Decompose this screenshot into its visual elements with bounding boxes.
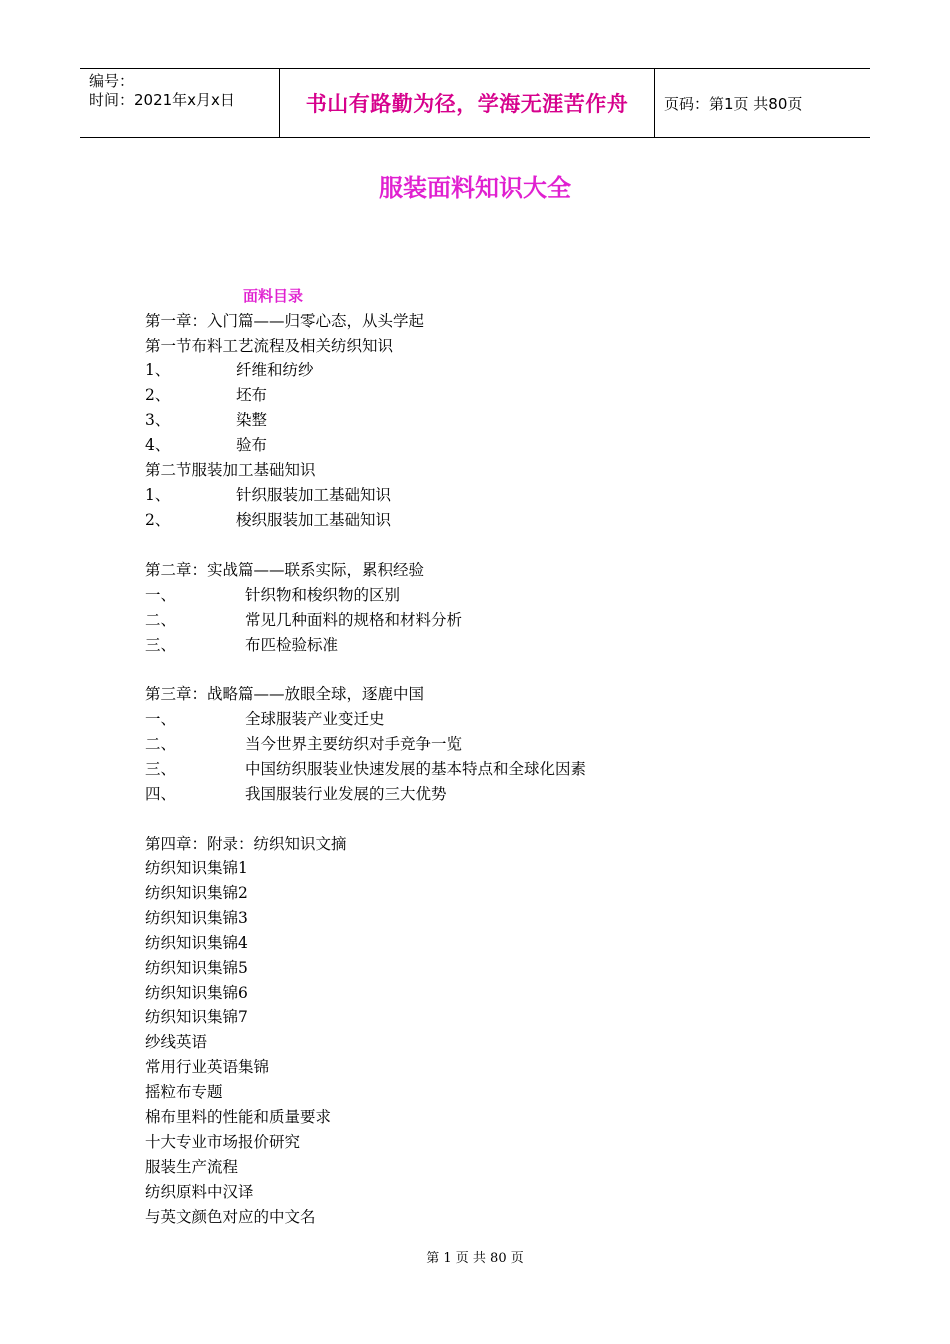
toc-section-2: 第二节服装加工基础知识 [145,461,316,479]
header-meta [80,69,280,137]
toc-item-text: 针织物和梭织物的区别 [245,586,401,604]
toc-item [145,410,267,430]
toc-item-number: 2、 [145,386,171,404]
toc-item [145,385,267,405]
toc-item [145,709,385,729]
toc-item-text: 常见几种面料的规格和材料分析 [245,611,463,629]
toc-appendix-item: 摇粒布专题 [145,1083,223,1101]
toc-item-text: 染整 [236,411,268,429]
toc-item [145,759,586,779]
toc-item-number: 二、 [145,611,177,629]
toc-item [145,635,338,655]
toc-appendix-item: 纺织知识集锦5 [145,959,248,977]
toc-item-text: 纤维和纺纱 [236,361,314,379]
toc-appendix-item: 纺织知识集锦2 [145,884,248,902]
toc-appendix-item: 纺织知识集锦1 [145,859,248,877]
toc-item [145,485,391,505]
toc-appendix-item: 与英文颜色对应的中文名 [145,1208,316,1226]
toc-item [145,510,391,530]
header-motto: 书山有路勤为径，学海无涯苦作舟 [280,69,655,137]
toc-item [145,360,314,380]
toc-chapter-2: 第二章：实战篇——联系实际，累积经验 [145,561,425,579]
page-footer: 第 1 页 共 80 页 [426,1251,524,1266]
toc-appendix-item: 棉布里料的性能和质量要求 [145,1108,332,1126]
page-header [80,68,870,138]
toc-item-number: 2、 [145,511,171,529]
toc-item [145,610,462,630]
toc-item-text: 坯布 [236,386,268,404]
header-page-info: 页码：第1页 共80页 [664,94,803,113]
toc-item-number: 1、 [145,361,171,379]
toc-section-1: 第一节布料工艺流程及相关纺织知识 [145,337,394,355]
toc-item-number: 一、 [145,586,177,604]
code-label: 编号： [89,72,135,90]
toc-appendix-item: 纺织知识集锦3 [145,909,248,927]
toc-item [145,435,267,455]
toc-appendix-item: 纺织知识集锦7 [145,1008,248,1026]
document-title: 服装面料知识大全 [379,174,571,202]
toc-item-text: 布匹检验标准 [245,636,339,654]
toc-item-text: 针织服装加工基础知识 [236,486,392,504]
toc-appendix-item: 十大专业市场报价研究 [145,1133,301,1151]
toc-appendix-item: 服装生产流程 [145,1158,239,1176]
toc-chapter-3: 第三章：战略篇——放眼全球，逐鹿中国 [145,685,425,703]
toc-appendix-item: 纺织原料中汉译 [145,1183,254,1201]
toc-item-number: 1、 [145,486,171,504]
toc-appendix-item: 纺织知识集锦6 [145,984,248,1002]
toc-item [145,784,447,804]
toc-item-text: 我国服装行业发展的三大优势 [245,785,447,803]
toc-item-text: 当今世界主要纺织对手竞争一览 [245,735,463,753]
toc-item-number: 3、 [145,411,171,429]
toc-item [145,585,400,605]
toc-appendix-item: 常用行业英语集锦 [145,1058,270,1076]
toc-item-text: 梭织服装加工基础知识 [236,511,392,529]
toc-item [145,734,462,754]
toc-item-number: 4、 [145,436,171,454]
toc-item-text: 验布 [236,436,268,454]
toc-item-number: 一、 [145,710,177,728]
toc-chapter-1: 第一章：入门篇——归零心态，从头学起 [145,312,425,330]
toc-item-text: 全球服装产业变迁史 [245,710,385,728]
toc-chapter-4: 第四章：附录：纺织知识文摘 [145,835,347,853]
toc-heading: 面料目录 [243,287,304,305]
time-label: 时间：2021年x月x日 [89,91,235,109]
toc-item-text: 中国纺织服装业快速发展的基本特点和全球化因素 [245,760,587,778]
toc-appendix-item: 纺织知识集锦4 [145,934,248,952]
toc-appendix-item: 纱线英语 [145,1033,208,1051]
toc-item-number: 二、 [145,735,177,753]
toc-item-number: 三、 [145,636,177,654]
toc-item-number: 三、 [145,760,177,778]
toc-item-number: 四、 [145,785,177,803]
